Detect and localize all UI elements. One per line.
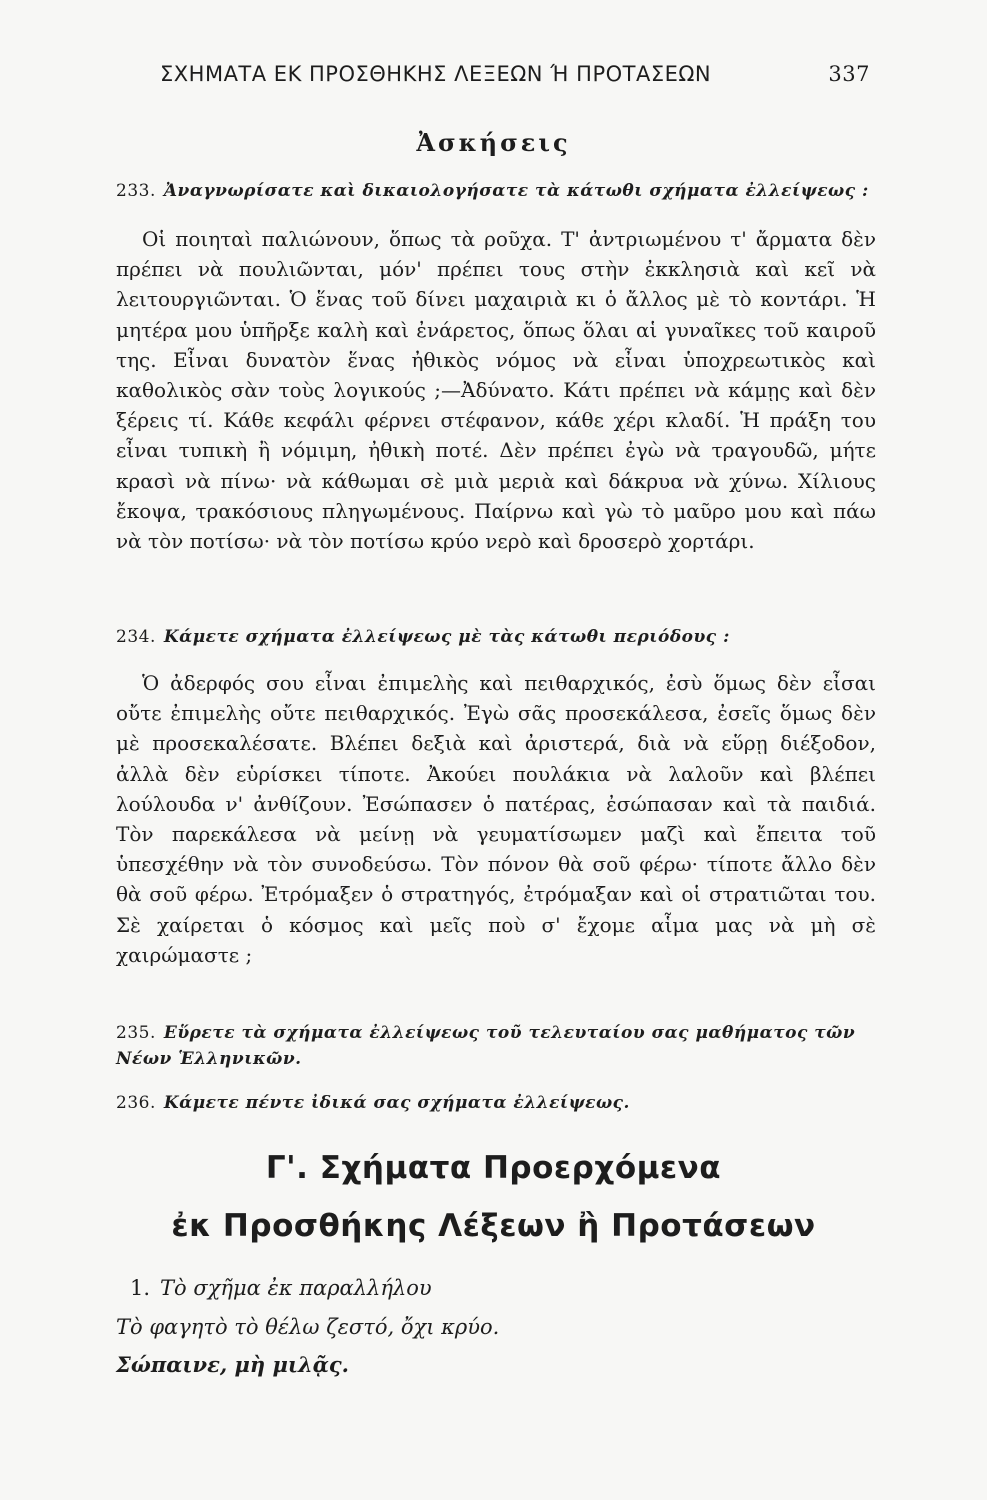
section-title: Ἀσκήσεις	[416, 128, 571, 157]
exercise-number: 235.	[116, 1023, 156, 1043]
exercise-number: 233.	[116, 181, 156, 201]
exercise-236-heading	[116, 1093, 876, 1113]
exercise-instruction: Κάμετε πέντε ἰδικά σας σχήματα ἐλλείψεως.	[163, 1093, 630, 1113]
exercise-233-heading	[116, 181, 876, 201]
exercise-233-text	[116, 224, 876, 556]
exercise-number: 234.	[116, 627, 156, 647]
chapter-title-line-1: Γ'. Σχήματα Προερχόμενα	[265, 1150, 722, 1186]
exercise-paragraph: Ὁ ἀδερφός σου εἶναι ἐπιμελὴς καὶ πειθαρχικός, ἐσὺ ὅμως δὲν εἶσαι οὔτε ἐπιμελὴς οὔτε πειθαρχικός. Ἐγὼ σᾶς προσεκάλεσα, ἐσεῖς ὅμως δὲν μὲ προσεκαλέσατε. Βλέπει δεξιὰ καὶ ἀριστερά, διὰ νὰ εὕρῃ διέξοδον, ἀλλὰ δὲν εὑρίσκει τίποτε. Ἀκούει πουλάκια νὰ λαλοῦν καὶ βλέπει λούλουδα ν' ἀνθίζουν. Ἐσώπασεν ὁ πατέρας, ἐσώπασαν καὶ τὰ παιδιά. Τὸν παρεκάλεσα νὰ μείνῃ νὰ γευματίσωμεν μαζὶ καὶ ἔπειτα τοῦ ὑπεσχέθην νὰ τὸν συνοδεύσω. Τὸν πόνον θὰ σοῦ φέρω· τίποτε ἄλλο δὲν θὰ σοῦ φέρω. Ἐτρόμαξεν ὁ στρατηγός, ἐτρόμαξαν καὶ οἱ στρατιῶται του. Σὲ χαίρεται ὁ κόσμος καὶ μεῖς ποὺ σ' ἔχομε αἷμα μας νὰ μὴ σὲ χαιρώμαστε ;	[116, 671, 876, 967]
exercise-paragraph: Οἱ ποιηταὶ παλιώνουν, ὅπως τὰ ροῦχα. Τ' ἀντριωμένου τ' ἄρματα δὲν πρέπει νὰ πουλιῶνται, μόν' πρέπει τους στὴν ἐκκλησιὰ καὶ κεῖ νὰ λειτουργιῶνται. Ὁ ἕνας τοῦ δίνει μαχαιριὰ κι ὁ ἄλλος μὲ τὸ κοντάρι. Ἡ μητέρα μου ὑπῆρξε καλὴ καὶ ἐνάρετος, ὅπως ὅλαι αἱ γυναῖκες τοῦ καιροῦ της. Εἶναι δυνατὸν ἕνας ἠθικὸς νόμος νὰ εἶναι ὑποχρεωτικὸς καὶ καθολικὸς σὰν τοὺς λογικούς ;—Ἀδύνατο. Κάτι πρέπει νὰ κάμῃς καὶ δὲν ξέρεις τί. Κάθε κεφάλι φέρνει στέφανον, κάθε χέρι κλαδί. Ἡ πράξη του εἶναι τυπικὴ ἢ νόμιμη, ἠθικὴ ποτέ. Δὲν πρέπει ἐγὼ νὰ τραγουδῶ, μήτε κρασὶ νὰ πίνω· νὰ κάθωμαι σὲ μιὰ μεριὰ καὶ δάκρυα νὰ χύνω. Χίλιους ἔκοψα, τρακόσιους πληγωμένους. Παίρνω καὶ γὼ τὸ μαῦρο μου καὶ πάω νὰ τὸν ποτίσω· νὰ τὸν ποτίσω κρύο νερὸ καὶ δροσερὸ χορτάρι.	[116, 227, 876, 554]
exercise-number: 236.	[116, 1093, 156, 1113]
example-line: Τὸ φαγητὸ τὸ θέλω ζεστό, ὄχι κρύο.	[116, 1315, 500, 1339]
example-line: Σώπαινε, μὴ μιλᾷς.	[116, 1352, 349, 1377]
exercise-234-heading	[116, 627, 876, 647]
subsection-heading	[130, 1276, 830, 1300]
running-title: ΣΧΗΜΑΤΑ ΕΚ ΠΡΟΣΘΗΚΗΣ ΛΕΞΕΩΝ Ή ΠΡΟΤΑΣΕΩΝ	[160, 62, 712, 86]
subsection-title: Τὸ σχῆμα ἐκ παραλλήλου	[160, 1276, 432, 1300]
exercise-instruction: Εὕρετε τὰ σχήματα ἐλλείψεως τοῦ τελευταίου σας μαθήματος τῶν Νέων Ἑλληνικῶν.	[116, 1023, 856, 1069]
page-number: 337	[828, 62, 870, 86]
exercise-234-text	[116, 668, 876, 970]
exercise-instruction: Ἀναγνωρίσατε καὶ δικαιολογήσατε τὰ κάτωθι σχήματα ἐλλείψεως :	[163, 181, 869, 201]
subsection-number: 1.	[130, 1276, 151, 1300]
chapter-title-line-2: ἐκ Προσθήκης Λέξεων ἢ Προτάσεων	[171, 1208, 816, 1244]
exercise-235-heading	[116, 1020, 876, 1072]
exercise-instruction: Κάμετε σχήματα ἐλλείψεως μὲ τὰς κάτωθι περιόδους :	[163, 627, 730, 647]
